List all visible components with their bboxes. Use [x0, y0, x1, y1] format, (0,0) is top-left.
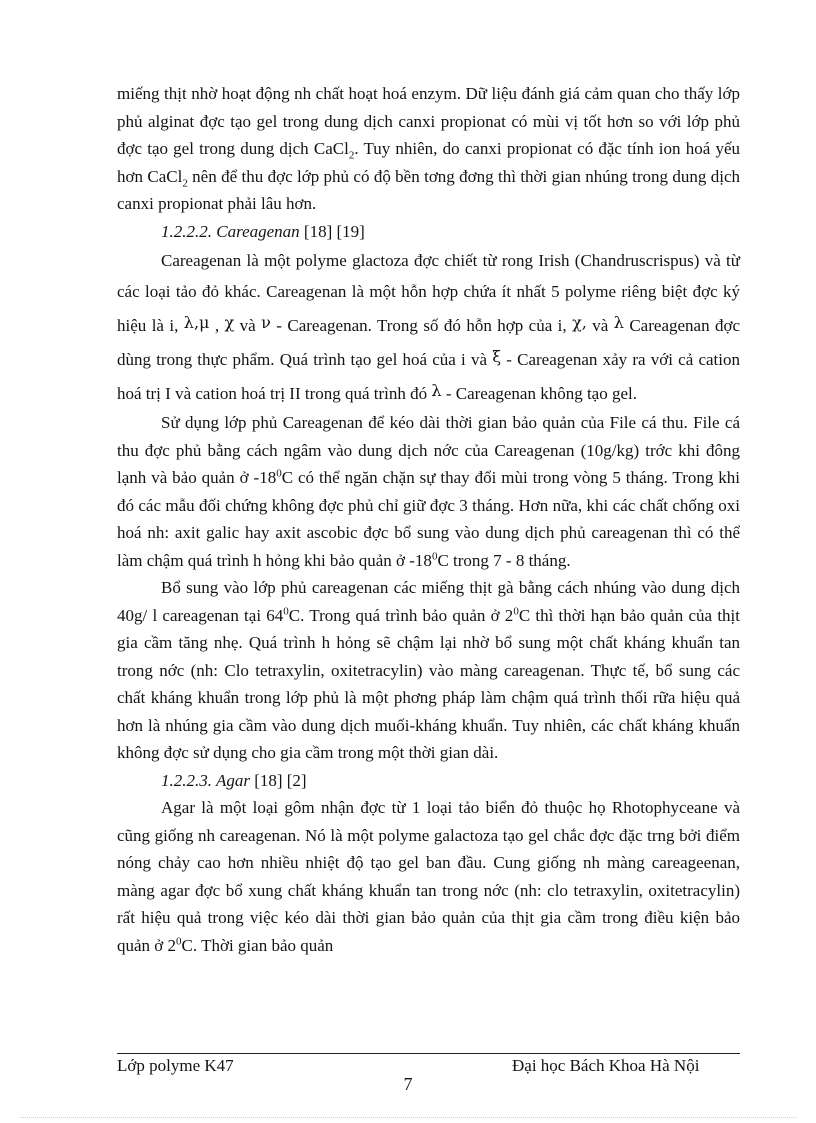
section-heading: 1.2.2.3. Agar [18] [2]	[161, 770, 307, 790]
paragraph: Sử dụng lớp phủ Careagenan để kéo dài thời gian bảo quản của File cá thu. File cá thu đợc phủ bằng cách ngâm vào dung dịch nớc của Careagenan (10g/kg) trớc khi đông lạnh và bảo quản ở $-18^0C$ có thể ngăn chặn sự thay đổi mùi trong vòng 5 tháng. Trong khi đó các mẫu đối chứng không đợc phủ chỉ giữ đợc 3 tháng. Hơn nữa, khi các chất chống oxi hoá nh: axit galic hay axit ascobic đợc bổ sung vào dung dịch phủ careagenan thì có thể làm chậm quá trình h hỏng khi bảo quản ở $-18^0C$ trong 7 - 8 tháng.	[117, 413, 741, 570]
footer-right-text: Đại học Bách Khoa Hà Nội	[512, 1056, 700, 1075]
section-heading: 1.2.2.2. Careagenan [18] [19]	[161, 221, 365, 241]
document-body	[117, 80, 740, 959]
paragraph: miếng thịt nhờ hoạt động nh chất hoạt hoá enzym. Dữ liệu đánh giá cảm quan cho thấy lớp phủ alginat đợc tạo gel trong dung dịch canxi propionat có mùi vị tốt hơn so với lớp phủ đợc tạo gel trong dung dịch CaCl$_2$. Tuy nhiên, do canxi propionat có đặc tính ion hoá yếu hơn CaCl$_2$ nên để thu đợc lớp phủ có độ bền tơng đơng thì thời gian nhúng trong dung dịch canxi propionat phải lâu hơn.	[117, 84, 740, 213]
paragraph: Careagenan là một polyme glactoza đợc chiết từ rong Irish (Chandruscrispus) và từ các loại tảo đỏ khác. Careagenan là một hỗn hợp chứa ít nhất 5 polyme riêng biệt đợc ký hiệu là i, λ,μ , χ và ν - Careagenan. Trong số đó hỗn hợp của i, χ, và λ Careagenan đợc dùng trong thực phẩm. Quá trình tạo gel hoá của i và ξ - Careagenan xảy ra với cả cation hoá trị I và cation hoá trị II trong quá trình đó λ - Careagenan không tạo gel.	[117, 251, 741, 403]
footer-rule	[117, 1053, 740, 1054]
footer-left-text: Lớp polyme K47	[117, 1056, 234, 1075]
paragraph: Agar là một loại gôm nhận đợc từ 1 loại tảo biển đỏ thuộc họ Rhotophyceane và cũng giống nh careagenan. Nó là một polyme galactoza tạo gel chắc đợc đặc trng bởi điểm nóng chảy cao hơn nhiều nhiệt độ tạo gel ban đầu. Cung giống nh màng careageenan, màng agar đợc bổ xung chất kháng khuẩn tan trong nớc (nh: clo tetraxylin, oxitetracylin) rất hiệu quả trong việc kéo dài thời gian bảo quản của thịt gia cầm trong điều kiện bảo quản ở $2^0C$. Thời gian bảo quản	[117, 798, 740, 955]
page-number: 7	[403, 1074, 413, 1094]
paragraph: Bổ sung vào lớp phủ careagenan các miếng thịt gà bằng cách nhúng vào dung dịch 40g/ l careagenan tại $64^0C$. Trong quá trình bảo quản ở $2^0C$ thì thời hạn bảo quản của thịt gia cầm tăng nhẹ. Quá trình h hỏng sẽ chậm lại nhờ bổ sung một chất kháng khuẩn tan trong nớc (nh: Clo tetraxylin, oxitetracylin) vào màng careagenan. Thực tế, bổ sung các chất kháng khuẩn trong lớp phủ là một phơng pháp làm chậm quá trình thối rữa hiệu quả hơn là nhúng gia cầm vào dung dịch muối-kháng khuẩn. Tuy nhiên, các chất kháng khuẩn không đợc sử dụng cho gia cầm trong một thời gian dài.	[117, 578, 740, 762]
page-edge-divider	[20, 1117, 796, 1118]
